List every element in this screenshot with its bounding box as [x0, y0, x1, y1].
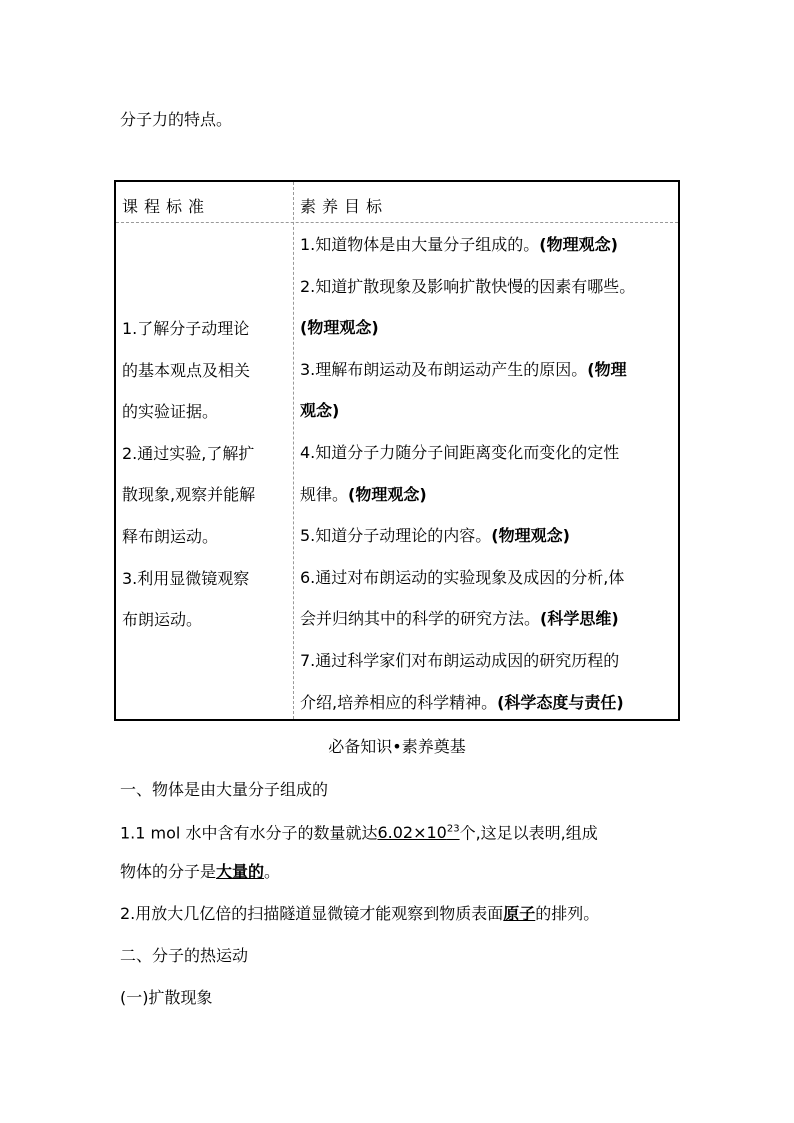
curriculum-standard-cell	[122, 308, 292, 641]
standard-line: 1.了解分子动理论	[122, 319, 250, 338]
paragraph-1: 1.1 mol 水中含有水分子的数量就达$6.02\times 10^{23}$个,这足以表明,组成	[120, 823, 598, 843]
header-curriculum-standard: 课程标准	[122, 197, 211, 216]
standard-line: 释布朗运动。	[122, 526, 219, 546]
avogadro-number: $6.02\times 10^{23}$	[377, 823, 460, 843]
goal-line: 观念)	[300, 401, 340, 421]
goal-line: 6.通过对布朗运动的实验现象及成因的分析,体	[300, 567, 625, 587]
goal-line: 4.知道分子力随分子间距离变化而变化的定性	[300, 442, 620, 462]
goal-line: 介绍,培养相应的科学精神。(科学态度与责任)	[300, 692, 624, 712]
standard-line: 布朗运动。	[122, 610, 203, 630]
paragraph-2: 2.用放大几亿倍的扫描隧道显微镜才能观察到物质表面原子的排列。	[120, 904, 600, 923]
goal-line: 规律。(物理观念)	[300, 484, 427, 504]
goal-line: 7.通过科学家们对布朗运动成因的研究历程的	[300, 650, 620, 670]
goal-line: 会并归纳其中的科学的研究方法。(科学思维)	[300, 609, 619, 629]
header-literacy-goals: 素养目标	[300, 197, 389, 216]
standard-line: 3.利用显微镜观察	[122, 568, 250, 588]
goal-line: (物理观念)	[300, 318, 379, 338]
goal-line: 1.知道物体是由大量分子组成的。(物理观念)	[300, 235, 618, 254]
section-title: 必备知识•素养奠基	[328, 737, 466, 756]
standard-line: 散现象,观察并能解	[122, 485, 256, 505]
literacy-goals-cell	[300, 224, 680, 723]
heading-2: 二、分子的热运动	[120, 946, 249, 965]
paragraph-1-continued: 物体的分子是大量的。	[120, 862, 281, 881]
heading-3: (一)扩散现象	[120, 988, 213, 1007]
goal-line: 2.知道扩散现象及影响扩散快慢的因素有哪些。	[300, 276, 636, 296]
header-divider	[116, 222, 678, 223]
standards-table	[114, 180, 680, 721]
column-divider	[293, 182, 294, 719]
standard-line: 2.通过实验,了解扩	[122, 443, 255, 463]
standard-line: 的实验证据。	[122, 402, 219, 422]
goal-line: 3.理解布朗运动及布朗运动产生的原因。(物理	[300, 359, 627, 379]
goal-line: 5.知道分子动理论的内容。(物理观念)	[300, 526, 570, 546]
emphasis-atom: 原子	[503, 904, 536, 923]
standard-line: 的基本观点及相关	[122, 360, 251, 380]
emphasis-large-number: 大量的	[216, 862, 265, 881]
intro-text: 分子力的特点。	[120, 110, 233, 129]
heading-1: 一、物体是由大量分子组成的	[120, 780, 329, 799]
